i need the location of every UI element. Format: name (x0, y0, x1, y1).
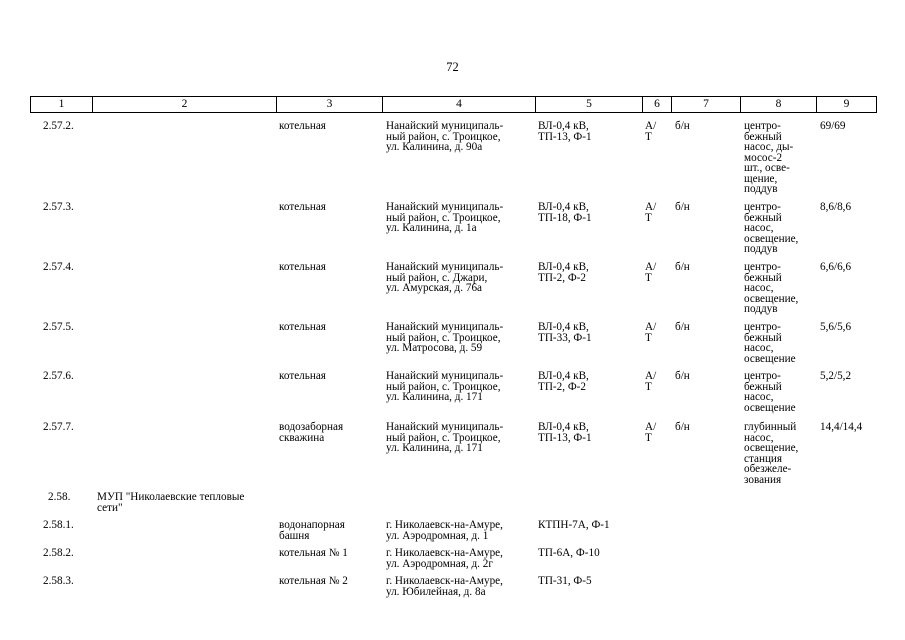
equipment: центро- бежный насос, ды- мосос-2 шт., осве- щение, поддув (744, 120, 794, 195)
row-number: 2.57.6. (43, 370, 74, 382)
power-line: ВЛ-0,4 кВ, ТП-2, Ф-2 (538, 261, 589, 284)
table-header (30, 96, 877, 113)
header-col-8: 8 (741, 97, 817, 112)
object-address: г. Николаевск-на-Амуре, ул. Юбилейная, д. 8а (386, 575, 503, 598)
object-name: котельная (279, 120, 326, 132)
header-col-9: 9 (843, 98, 850, 110)
power-value: 5,6/5,6 (820, 321, 852, 333)
row-number: 2.58. (48, 491, 71, 503)
object-address: Нанайский муниципаль- ный район, с. Троицкое, ул. Матросова, д. 59 (386, 321, 504, 354)
equipment: центро- бежный насос, освещение, поддув (744, 261, 799, 315)
category: А/ Т (645, 370, 657, 393)
row-number: 2.58.2. (43, 547, 74, 559)
category: А/ Т (645, 421, 657, 444)
header-col-1: 1 (31, 97, 93, 112)
object-name: котельная № 1 (279, 547, 348, 559)
object-address: Нанайский муниципаль- ный район, с. Троицкое, ул. Калинина, д. 171 (386, 421, 504, 454)
header-col-4: 4 (383, 97, 536, 112)
row-number: 2.57.2. (43, 120, 74, 132)
object-name: котельная № 2 (279, 575, 348, 587)
power-line: ВЛ-0,4 кВ, ТП-18, Ф-1 (538, 201, 592, 224)
organization-name: МУП "Николаевские тепловые сети" (97, 491, 245, 514)
object-name: водонапорная башня (279, 519, 345, 542)
power-value: 14,4/14,4 (820, 421, 863, 433)
object-address: г. Николаевск-на-Амуре, ул. Аэродромная, д. 1 (386, 519, 503, 542)
object-name: водозаборная скважина (279, 421, 344, 444)
power-value: 69/69 (820, 120, 846, 132)
power-value: 8,6/8,6 (820, 201, 852, 213)
power-line: ВЛ-0,4 кВ, ТП-13, Ф-1 (538, 421, 592, 444)
object-name: котельная (279, 321, 326, 333)
category: А/ Т (645, 261, 657, 284)
header-col-5: 5 (536, 97, 643, 112)
column-7-value: б/н (675, 261, 690, 273)
page-number: 72 (446, 60, 459, 74)
row-number: 2.57.7. (43, 421, 74, 433)
object-address: Нанайский муниципаль- ный район, с. Троицкое, ул. Калинина, д. 90а (386, 120, 504, 153)
object-name: котельная (279, 370, 326, 382)
power-line: ВЛ-0,4 кВ, ТП-33, Ф-1 (538, 321, 592, 344)
object-name: котельная (279, 261, 326, 273)
power-line: ТП-31, Ф-5 (538, 575, 592, 587)
object-name: котельная (279, 201, 326, 213)
equipment: глубинный насос, освещение, станция обезжеле- зования (744, 421, 799, 486)
power-value: 5,2/5,2 (820, 370, 852, 382)
object-address: Нанайский муниципаль- ный район, с. Троицкое, ул. Калинина, д. 1а (386, 201, 504, 234)
power-line: ТП-6А, Ф-10 (538, 547, 600, 559)
row-number: 2.58.1. (43, 519, 74, 531)
header-col-6: 6 (643, 97, 672, 112)
column-7-value: б/н (675, 370, 690, 382)
header-col-3: 3 (277, 97, 383, 112)
category: А/ Т (645, 321, 657, 344)
object-address: г. Николаевск-на-Амуре, ул. Аэродромная, д. 2г (386, 547, 503, 570)
row-number: 2.57.3. (43, 201, 74, 213)
object-address: Нанайский муниципаль- ный район, с. Троицкое, ул. Калинина, д. 171 (386, 370, 504, 403)
header-col-7: 7 (672, 97, 741, 112)
power-line: КТПН-7А, Ф-1 (538, 519, 610, 531)
column-7-value: б/н (675, 421, 690, 433)
row-number: 2.57.5. (43, 321, 74, 333)
power-value: 6,6/6,6 (820, 261, 852, 273)
column-7-value: б/н (675, 120, 690, 132)
column-7-value: б/н (675, 321, 690, 333)
equipment: центро- бежный насос, освещение (744, 321, 796, 365)
power-line: ВЛ-0,4 кВ, ТП-13, Ф-1 (538, 120, 592, 143)
row-number: 2.57.4. (43, 261, 74, 273)
category: А/ Т (645, 201, 657, 224)
column-7-value: б/н (675, 201, 690, 213)
equipment: центро- бежный насос, освещение (744, 370, 796, 414)
equipment: центро- бежный насос, освещение, поддув (744, 201, 799, 255)
category: А/ Т (645, 120, 657, 143)
header-col-2: 2 (93, 97, 277, 112)
row-number: 2.58.3. (43, 575, 74, 587)
power-line: ВЛ-0,4 кВ, ТП-2, Ф-2 (538, 370, 589, 393)
object-address: Нанайский муниципаль- ный район, с. Джари, ул. Амурская, д. 76а (386, 261, 504, 294)
